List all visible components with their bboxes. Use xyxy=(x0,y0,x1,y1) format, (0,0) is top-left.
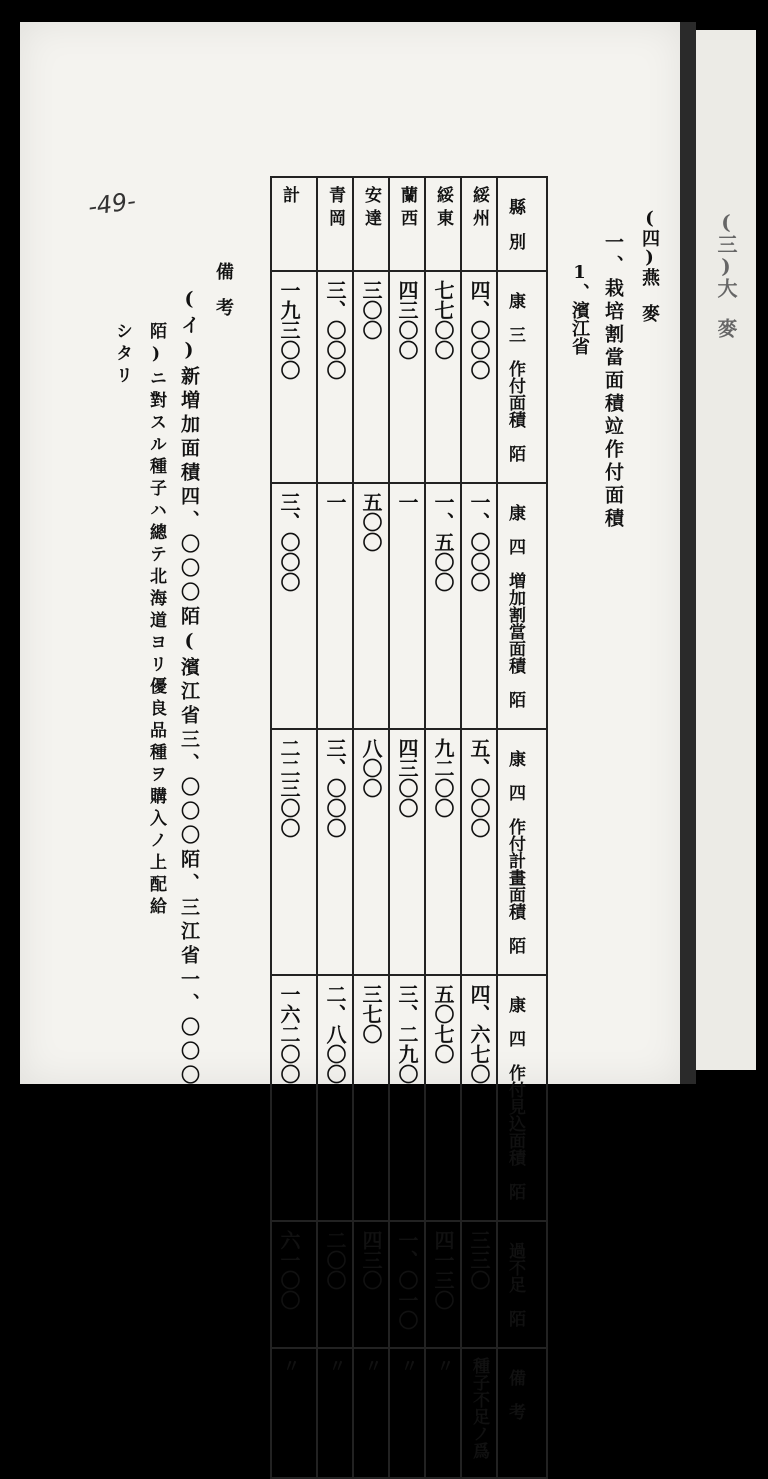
table-cell xyxy=(353,1348,389,1478)
header-cell xyxy=(497,271,547,483)
table-cell xyxy=(461,975,497,1221)
header-label-remark: 備 考 xyxy=(505,1369,525,1420)
cell-diff: 四三〇 xyxy=(359,1230,383,1290)
cell-expected_k4: 二、八〇〇 xyxy=(323,984,347,1084)
table-cell xyxy=(271,975,317,1221)
table-cell xyxy=(353,1221,389,1348)
table-cell xyxy=(389,1348,425,1478)
table-cell xyxy=(425,729,461,975)
cell-increase_k4: 一、〇〇〇 xyxy=(467,492,491,592)
adjacent-page xyxy=(696,30,756,1070)
table-cell xyxy=(425,177,461,271)
notes-line-3: シタリ xyxy=(112,322,132,388)
header-cell xyxy=(497,483,547,729)
subsection-title: 一、栽培割當面積竝作付面積 xyxy=(602,232,624,531)
table-cell xyxy=(425,975,461,1221)
cell-county: 蘭西 xyxy=(397,186,417,232)
cell-area_k3: 一九三〇〇 xyxy=(277,280,301,380)
table-cell xyxy=(461,729,497,975)
table-band-area_k3 xyxy=(271,271,547,483)
cell-area_k3: 三、〇〇〇 xyxy=(323,280,347,380)
table-cell xyxy=(317,1221,353,1348)
table-band-diff xyxy=(271,1221,547,1348)
table-band-county xyxy=(271,177,547,271)
cell-remark: 〃 xyxy=(279,1357,299,1374)
cell-county: 計 xyxy=(279,186,299,209)
cell-remark: 〃 xyxy=(325,1357,345,1374)
data-table xyxy=(270,176,548,1479)
table-cell xyxy=(353,729,389,975)
table-cell xyxy=(389,975,425,1221)
table-cell xyxy=(317,483,353,729)
header-label-county xyxy=(498,178,532,270)
table-cell xyxy=(425,1221,461,1348)
cell-expected_k4: 三七〇 xyxy=(359,984,383,1044)
header-county-top: 縣 xyxy=(505,198,525,215)
cell-remark: 〃 xyxy=(397,1357,417,1374)
table-cell xyxy=(353,271,389,483)
cell-remark: 〃 xyxy=(361,1357,381,1374)
cell-increase_k4: 三、〇〇〇 xyxy=(277,492,301,592)
table-cell xyxy=(271,729,317,975)
table-cell xyxy=(317,271,353,483)
header-cell xyxy=(497,975,547,1221)
section-title: (四)燕 麥 xyxy=(639,208,660,322)
table-cell xyxy=(353,975,389,1221)
table-cell xyxy=(389,1221,425,1348)
cell-county: 綏州 xyxy=(469,186,489,232)
cell-diff: 六一〇〇 xyxy=(277,1230,301,1310)
cell-area_k3: 七七〇〇 xyxy=(431,280,455,360)
cell-area_k3: 三〇〇 xyxy=(359,280,383,340)
cell-remark: 種子不足ノ爲 xyxy=(469,1357,489,1459)
province-title: 1、濱江省 xyxy=(569,262,590,355)
cell-increase_k4: 一 xyxy=(395,492,419,512)
table-band-increase_k4 xyxy=(271,483,547,729)
header-cell xyxy=(497,1348,547,1478)
table-cell xyxy=(461,271,497,483)
cell-county: 綏東 xyxy=(433,186,453,232)
table-cell xyxy=(317,1348,353,1478)
header-cell xyxy=(497,1221,547,1348)
header-label-diff: 過不足 陌 xyxy=(505,1242,525,1327)
cell-planned_k4: 九二〇〇 xyxy=(431,738,455,818)
cell-remark: 〃 xyxy=(433,1357,453,1374)
header-label-expected_k4: 康 四 作付見込面積 陌 xyxy=(505,996,525,1200)
page-number: -49- xyxy=(86,186,138,222)
table-cell xyxy=(425,483,461,729)
cell-diff: 三三〇 xyxy=(467,1230,491,1290)
table-cell xyxy=(425,1348,461,1478)
adjacent-page-text: (三)大 麥 xyxy=(714,210,738,338)
cell-increase_k4: 一 xyxy=(323,492,347,512)
cell-expected_k4: 一六二〇〇 xyxy=(277,984,301,1084)
cell-diff: 一、〇一〇 xyxy=(395,1230,419,1330)
notes-line-2: 陌)ニ對スル種子ハ總テ北海道ヨリ優良品種ヲ購入ノ上配給 xyxy=(146,322,166,919)
table-cell xyxy=(389,729,425,975)
table-cell xyxy=(461,483,497,729)
cell-expected_k4: 三、二九〇 xyxy=(395,984,419,1084)
cell-county: 青岡 xyxy=(325,186,345,232)
header-cell xyxy=(497,729,547,975)
table-cell xyxy=(461,1348,497,1478)
cell-area_k3: 四、〇〇〇 xyxy=(467,280,491,380)
table-cell xyxy=(317,975,353,1221)
cell-area_k3: 四三〇〇 xyxy=(395,280,419,360)
table-band-expected_k4 xyxy=(271,975,547,1221)
book-binding xyxy=(680,22,696,1084)
header-county-bottom: 別 xyxy=(505,233,525,250)
table-cell xyxy=(425,271,461,483)
cell-planned_k4: 八〇〇 xyxy=(359,738,383,798)
cell-expected_k4: 五〇七〇 xyxy=(431,984,455,1064)
table-cell xyxy=(389,271,425,483)
header-cell xyxy=(497,177,547,271)
table-band-remark xyxy=(271,1348,547,1478)
table-cell xyxy=(461,1221,497,1348)
cell-county: 安達 xyxy=(361,186,381,232)
table-cell xyxy=(271,271,317,483)
header-label-area_k3: 康 三 作付面積 陌 xyxy=(505,292,525,462)
cell-expected_k4: 四、六七〇 xyxy=(467,984,491,1084)
cell-increase_k4: 五〇〇 xyxy=(359,492,383,552)
table-cell xyxy=(271,177,317,271)
cell-planned_k4: 三、〇〇〇 xyxy=(323,738,347,838)
table-cell xyxy=(389,177,425,271)
table-cell xyxy=(317,177,353,271)
table-cell xyxy=(353,483,389,729)
cell-planned_k4: 五、〇〇〇 xyxy=(467,738,491,838)
table-cell xyxy=(353,177,389,271)
table-cell xyxy=(389,483,425,729)
table-cell xyxy=(271,483,317,729)
cell-diff: 四一三〇 xyxy=(431,1230,455,1310)
cell-diff: 二〇〇 xyxy=(323,1230,347,1290)
table-cell xyxy=(271,1348,317,1478)
table-cell xyxy=(317,729,353,975)
table-cell xyxy=(271,1221,317,1348)
table-cell xyxy=(461,177,497,271)
notes-label: 備 考 xyxy=(213,262,234,316)
cell-increase_k4: 一、五〇〇 xyxy=(431,492,455,592)
notes-line-1: (イ)新増加面積四、〇〇〇陌(濱江省三、〇〇〇陌、三江省一、〇〇〇 xyxy=(178,288,200,1089)
table-band-planned_k4 xyxy=(271,729,547,975)
cell-planned_k4: 二二三〇〇 xyxy=(277,738,301,838)
header-label-increase_k4: 康 四 増加割當面積 陌 xyxy=(505,504,525,708)
header-label-planned_k4: 康 四 作付計畫面積 陌 xyxy=(505,750,525,954)
cell-planned_k4: 四三〇〇 xyxy=(395,738,419,818)
